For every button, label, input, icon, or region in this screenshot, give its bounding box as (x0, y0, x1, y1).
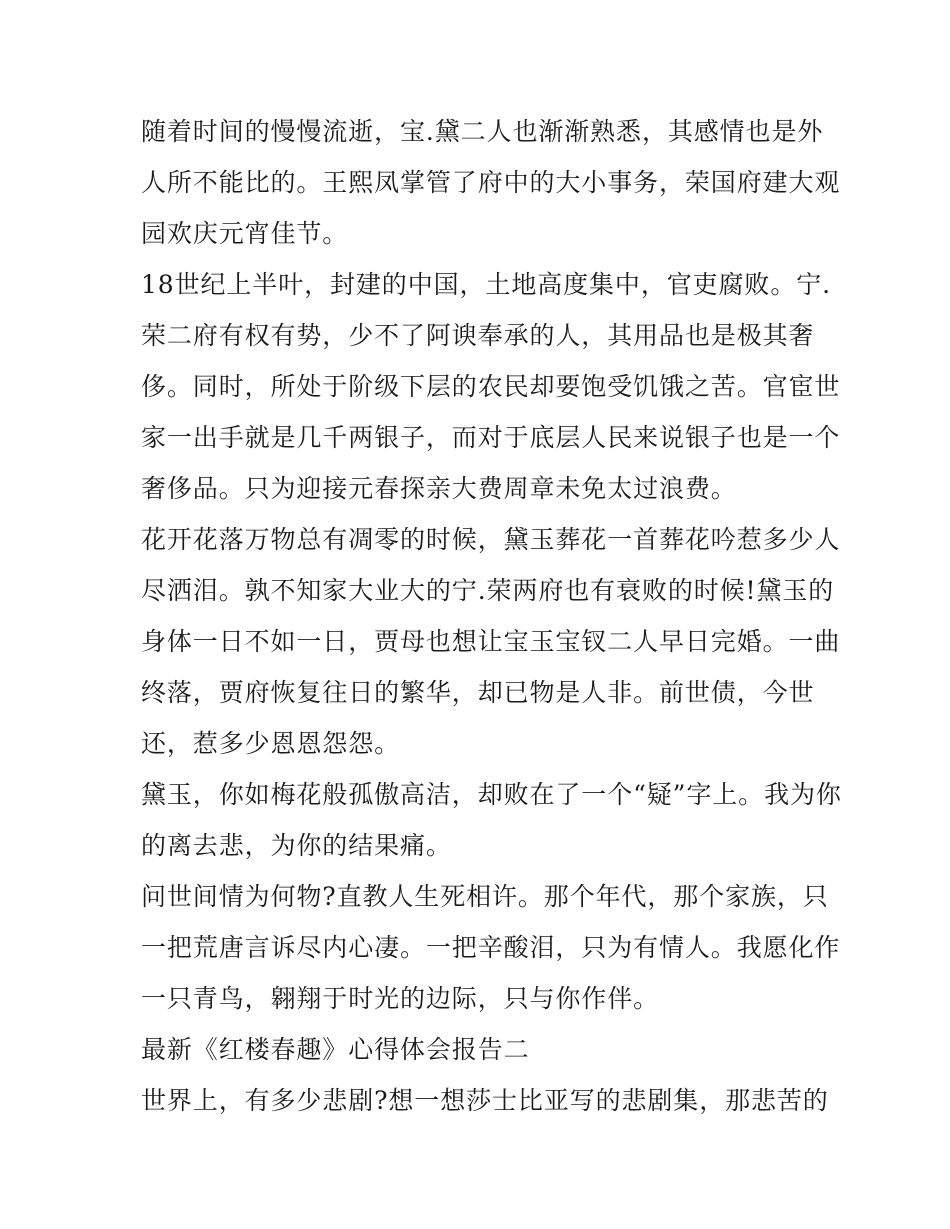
text-line: 家一出手就是几千两银子，而对于底层人民来说银子也是一个 (141, 423, 841, 452)
text-line: 18世纪上半叶，封建的中国，土地高度集中，官吏腐败。宁. (141, 270, 831, 299)
text-line: 还，惹多少恩恩怨怨。 (141, 729, 401, 758)
text-line: 荣二府有权有势，少不了阿谀奉承的人，其用品也是极其奢 (141, 321, 815, 350)
text-line: 园欢庆元宵佳节。 (141, 219, 349, 248)
text-line: 一把荒唐言诉尽内心凄。一把辛酸泪，只为有情人。我愿化作 (141, 933, 841, 962)
text-line: 侈。同时，所处于阶级下层的农民却要饱受饥饿之苦。官宦世 (141, 372, 841, 401)
section-heading: 最新《红楼春趣》心得体会报告二 (141, 1035, 530, 1064)
text-line: 的离去悲，为你的结果痛。 (141, 831, 452, 860)
text-line: 花开花落万物总有凋零的时候，黛玉葬花一首葬花吟惹多少人 (141, 525, 841, 554)
text-line: 世界上，有多少悲剧?想一想莎士比亚写的悲剧集，那悲苦的 (141, 1086, 829, 1115)
text-line: 随着时间的慢慢流逝，宝.黛二人也渐渐熟悉，其感情也是外 (141, 117, 824, 146)
text-line: 尽洒泪。孰不知家大业大的宁.荣两府也有衰败的时候!黛玉的 (141, 576, 835, 605)
text-line: 人所不能比的。王熙凤掌管了府中的大小事务，荣国府建大观 (141, 168, 841, 197)
text-line: 一只青鸟，翱翔于时光的边际，只与你作伴。 (141, 984, 660, 1013)
text-line: 问世间情为何物?直教人生死相许。那个年代，那个家族，只 (141, 882, 829, 911)
text-line: 奢侈品。只为迎接元春探亲大费周章未免太过浪费。 (141, 474, 737, 503)
text-line: 黛玉，你如梅花般孤傲高洁，却败在了一个“疑”字上。我为你 (141, 780, 842, 809)
document-body (141, 106, 842, 1126)
text-line: 身体一日不如一日，贾母也想让宝玉宝钗二人早日完婚。一曲 (141, 627, 841, 656)
text-line: 终落，贾府恢复往日的繁华，却已物是人非。前世债，今世 (141, 678, 815, 707)
